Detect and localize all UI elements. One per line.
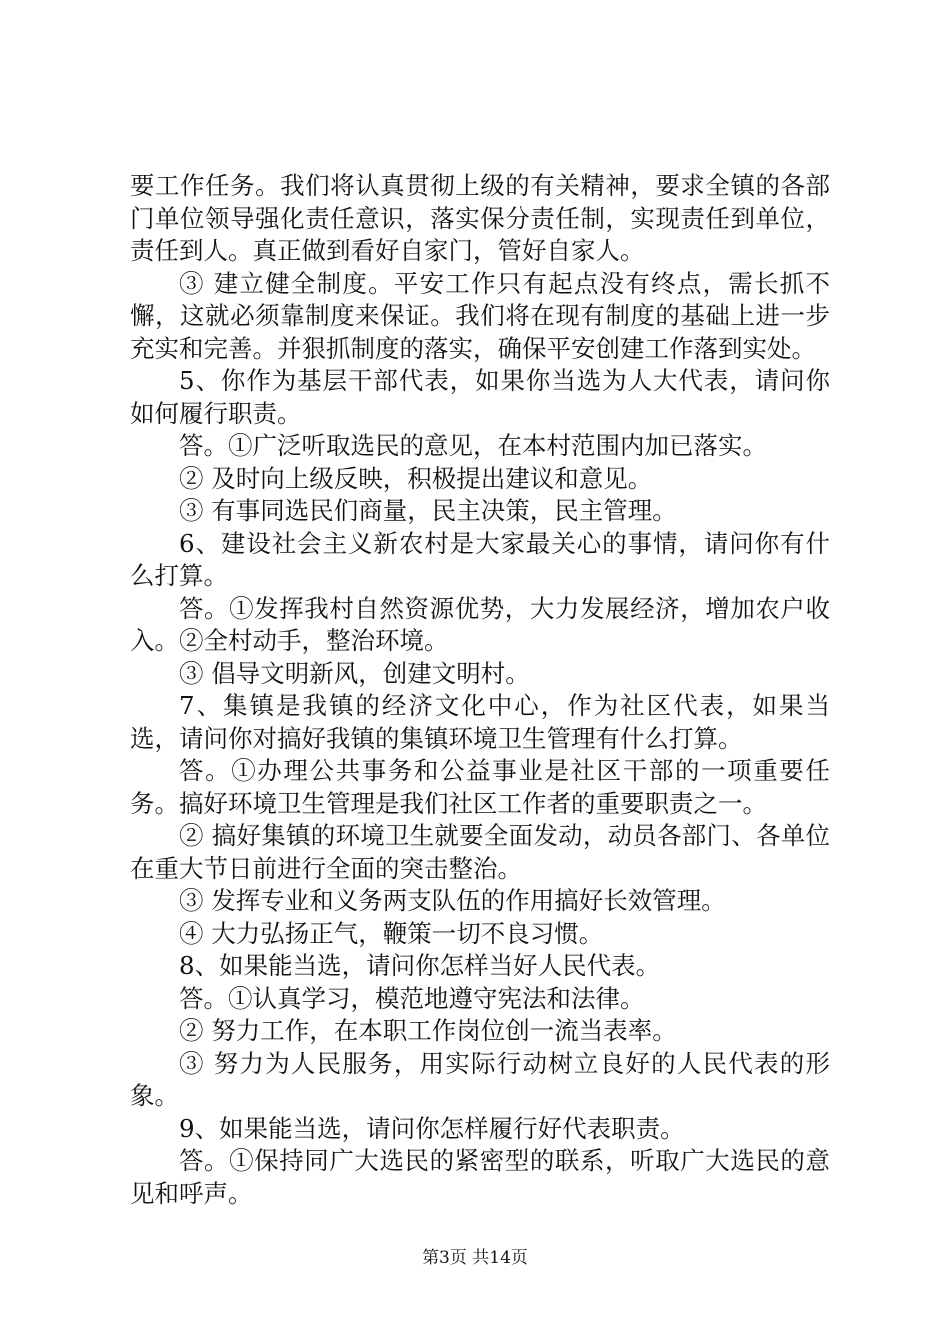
answer-6-3: ③ 倡导文明新风，创建文明村。 [179,658,530,688]
answer-5-1: 答。①广泛听取选民的意见，在本村范围内加已落实。 [179,431,767,460]
answer-9-1: 答。①保持同广大选民的紧密型的联系，听取广大选民的意见和呼声。 [130,1146,830,1208]
page-number: 第3页 共14页 [422,1248,528,1268]
question-6: 6、建设社会主义新农村是大家最关心的事情，请问你有什么打算。 [130,528,830,590]
answer-7-1: 答。①办理公共事务和公益事业是社区干部的一项重要任务。搞好环境卫生管理是我们社区工作者的重要职责之一。 [130,756,830,818]
question-5: 5、你作为基层干部代表，如果你当选为人大代表，请问你如何履行职责。 [130,366,830,428]
answer-5-3: ③ 有事同选民们商量，民主决策，民主管理。 [179,496,677,525]
answer-8-3: ③ 努力为人民服务，用实际行动树立良好的人民代表的形象。 [130,1048,830,1110]
paragraph-1: 要工作任务。我们将认真贯彻上级的有关精神，要求全镇的各部门单位领导强化责任意识，落实保分责任制，实现责任到单位，责任到人。真正做到看好自家门，管好自家人。 [130,171,830,265]
answer-8-2: ② 努力工作，在本职工作岗位创一流当表率。 [179,1016,677,1045]
answer-7-4: ④ 大力弘扬正气，鞭策一切不良习惯。 [179,918,604,948]
answer-5-2: ② 及时向上级反映，积极提出建议和意见。 [179,463,653,493]
answer-7-2: ② 搞好集镇的环境卫生就要全面发动，动员各部门、各单位在重大节日前进行全面的突击整治。 [130,821,830,883]
document-body [130,170,830,1210]
question-7: 7、集镇是我镇的经济文化中心，作为社区代表，如果当选，请问你对搞好我镇的集镇环境卫生管理有什么打算。 [130,691,830,753]
paragraph-2: ③ 建立健全制度。平安工作只有起点没有终点，需长抓不懈，这就必须靠制度来保证。我们将在现有制度的基础上进一步充实和完善。并狠抓制度的落实，确保平安创建工作落到实处。 [130,268,830,363]
page-footer [0,1243,950,1268]
question-9: 9、如果能当选，请问你怎样履行好代表职责。 [179,1113,685,1143]
answer-8-1: 答。①认真学习，模范地遵守宪法和法律。 [179,983,645,1013]
question-8: 8、如果能当选，请问你怎样当好人民代表。 [179,951,661,980]
answer-6-1: 答。①发挥我村自然资源优势，大力发展经济，增加农户收入。②全村动手，整治环境。 [130,593,830,655]
answer-7-3: ③ 发挥专业和义务两支队伍的作用搞好长效管理。 [179,886,726,915]
